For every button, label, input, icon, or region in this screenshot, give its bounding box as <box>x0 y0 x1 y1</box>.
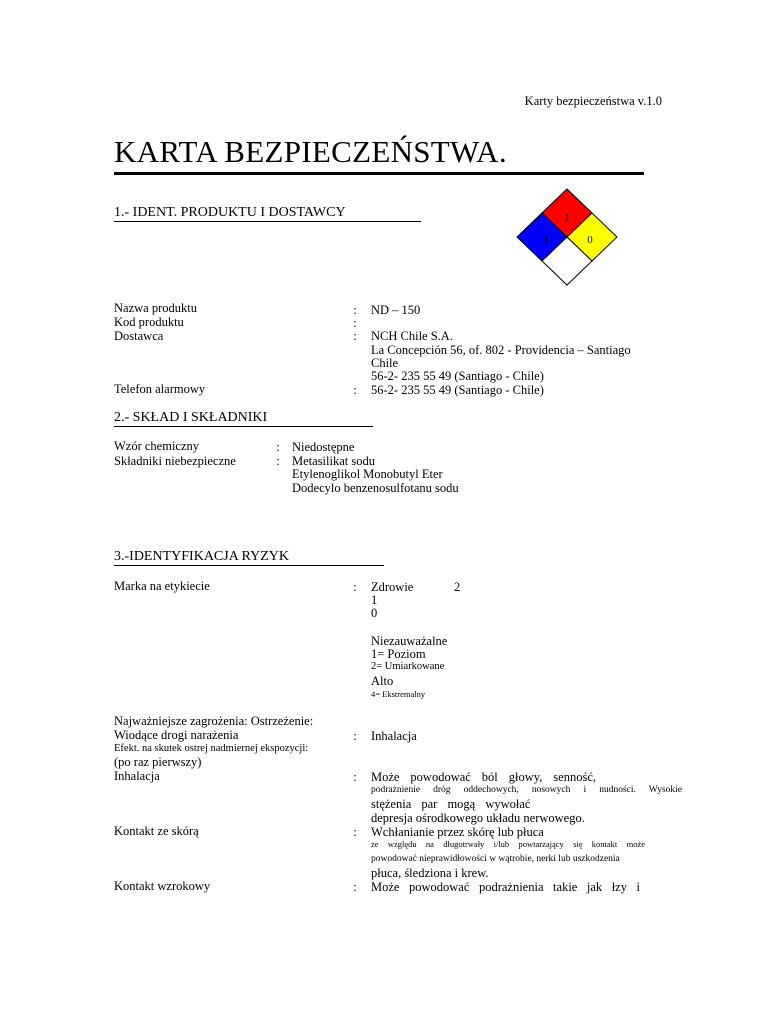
label-product-name: Nazwa produktu <box>114 301 197 315</box>
supplier-phone: 56-2- 235 55 49 (Santiago - Chile) <box>371 369 544 383</box>
label-eye-contact: Kontakt wzrokowy <box>114 879 211 893</box>
colon: : <box>353 303 357 317</box>
colon: : <box>353 383 357 397</box>
inhalation-line-4: depresja ośrodkowego układu nerwowego. <box>371 811 585 825</box>
health-value: 3 <box>542 234 548 246</box>
flammability-value: 1 <box>564 212 570 224</box>
value-emergency-phone: 56-2- 235 55 49 (Santiago - Chile) <box>371 383 544 397</box>
eye-line-1: Może powodować podrażnienia takie jak łzy i <box>371 880 640 894</box>
colon: : <box>353 580 357 594</box>
label-supplier: Dostawca <box>114 329 164 343</box>
label-exposure-routes: Wiodące drogi narażenia <box>114 728 239 742</box>
label-inhalation: Inhalacja <box>114 769 160 783</box>
main-hazards: Najważniejsze zagrożenia: Ostrzeżenie: <box>114 714 314 728</box>
nfpa-hazard-diamond <box>515 187 619 287</box>
value-supplier: NCH Chile S.A. <box>371 329 453 343</box>
label-label-mark: Marka na etykiecie <box>114 579 210 593</box>
value-product-name: ND – 150 <box>371 303 421 317</box>
colon: : <box>353 729 357 743</box>
section-1-title: 1.- IDENT. PRODUKTU I DOSTAWCY <box>114 205 421 222</box>
skin-line-2: ze względu na długotrwały i/lub powtarzający się kontakt może <box>371 839 645 849</box>
section-2-title: 2.- SKŁAD I SKŁADNIKI <box>114 410 373 427</box>
ingredient-3: Dodecylo benzenosulfotanu sodu <box>292 481 459 495</box>
colon: : <box>353 825 357 839</box>
label-product-code: Kod produktu <box>114 315 184 329</box>
colon: : <box>353 770 357 784</box>
level-4: 4= Ekstremalny <box>371 689 426 699</box>
inhalation-line-2: podrażnienie dróg oddechowych, nosowych i nudności. Wysokie <box>371 785 682 795</box>
mark-line-2: 0 <box>371 606 378 620</box>
value-exposure-routes: Inhalacja <box>371 729 417 743</box>
ingredient-2: Etylenoglikol Monobutyl Eter <box>292 467 443 481</box>
acute-effects-label: Efekt. na skutek ostrej nadmiernej ekspozycji: <box>114 743 309 754</box>
colon: : <box>276 440 280 454</box>
value-chemical-formula: Niedostępne <box>292 440 355 454</box>
mark-line-1: 1 <box>371 593 378 607</box>
supplier-address: La Concepción 56, of. 802 - Providencia – Santiago <box>371 343 631 357</box>
level-3: Alto <box>371 674 394 688</box>
skin-line-3: powodować nieprawidłowości w wątrobie, nerki lub uszkodzenia <box>371 854 620 864</box>
colon: : <box>276 454 280 468</box>
level-2: 2= Umiarkowane <box>371 661 445 672</box>
reactivity-value: 0 <box>587 234 593 246</box>
label-skin-contact: Kontakt ze skórą <box>114 824 199 838</box>
level-0: Niezauważalne <box>371 634 448 648</box>
skin-line-4: płuca, śledziona i krew. <box>371 866 489 880</box>
inhalation-line-1: Może powodować ból głowy, senność, <box>371 770 596 784</box>
label-chemical-formula: Wzór chemiczny <box>114 439 200 453</box>
colon: : <box>353 329 357 343</box>
colon: : <box>353 316 357 330</box>
page-title: KARTA BEZPIECZEŃSTWA. <box>114 132 644 175</box>
health-level: 2 <box>454 580 461 594</box>
label-hazardous-ingredients: Składniki niebezpieczne <box>114 454 236 468</box>
document-version: Karty bezpieczeństwa v.1.0 <box>524 94 662 108</box>
skin-line-1: Wchłanianie przez skórę lub płuca <box>371 825 544 839</box>
supplier-country: Chile <box>371 356 399 370</box>
label-emergency-phone: Telefon alarmowy <box>114 382 206 396</box>
inhalation-line-3: stężenia par mogą wywołać <box>371 797 531 811</box>
section-3-title: 3.-IDENTYFIKACJA RYZYK <box>114 549 384 566</box>
first-time-label: (po raz pierwszy) <box>114 755 202 769</box>
colon: : <box>353 880 357 894</box>
ingredient-1: Metasilikat sodu <box>292 454 375 468</box>
health-label: Zdrowie <box>371 580 414 594</box>
level-1: 1= Poziom <box>371 647 426 661</box>
